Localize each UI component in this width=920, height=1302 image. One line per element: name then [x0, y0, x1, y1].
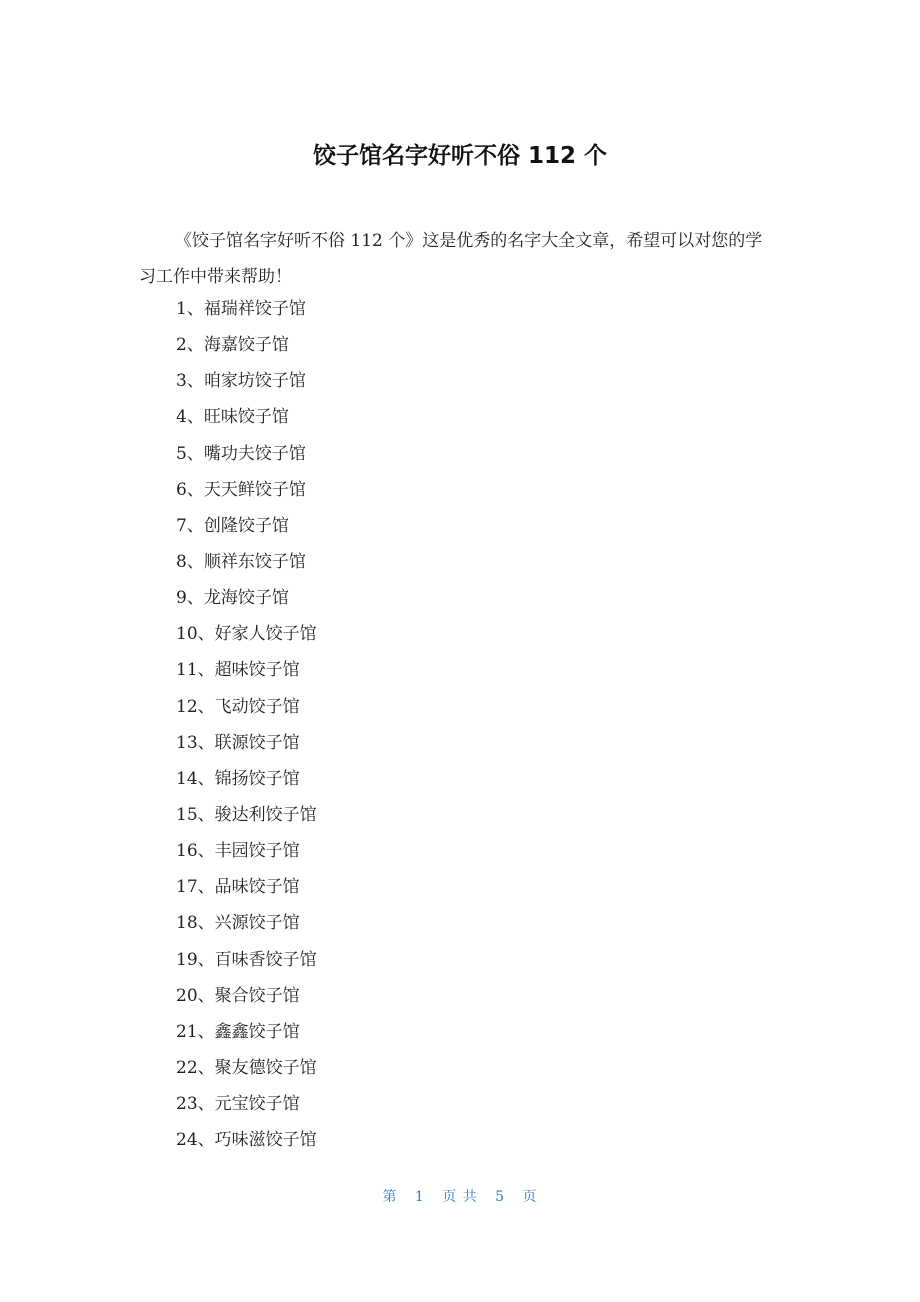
list-item: 8、顺祥东饺子馆: [176, 551, 306, 572]
list-item: 21、鑫鑫饺子馆: [176, 1021, 300, 1042]
list-item: 19、百味香饺子馆: [176, 949, 317, 970]
intro-paragraph: 《饺子馆名字好听不俗 112 个》这是优秀的名字大全文章，希望可以对您的学习工作中带来帮助！: [139, 231, 763, 287]
list-item: 1、福瑞祥饺子馆: [176, 299, 306, 319]
list-item: 3、咱家坊饺子馆: [176, 371, 306, 392]
list-item: 12、飞动饺子馆: [176, 696, 300, 717]
document-title: 饺子馆名字好听不俗 112 个: [312, 143, 608, 169]
list-item: 5、嘴功夫饺子馆: [176, 443, 306, 464]
list-item: 10、好家人饺子馆: [176, 624, 317, 645]
list-item: 17、品味饺子馆: [176, 877, 300, 898]
footer-current-page: 1: [414, 1189, 425, 1205]
list-item: 23、元宝饺子馆: [176, 1094, 300, 1115]
footer-prefix: 第: [382, 1189, 398, 1205]
list-item: 9、龙海饺子馆: [176, 588, 289, 609]
list-item: 22、聚友德饺子馆: [176, 1057, 317, 1078]
list-item: 24、巧味滋饺子馆: [176, 1130, 317, 1151]
list-item: 16、丰园饺子馆: [176, 841, 300, 862]
list-item: 13、联源饺子馆: [176, 732, 300, 753]
footer-total-pages: 5: [495, 1189, 506, 1205]
list-item: 14、锦扬饺子馆: [176, 768, 300, 789]
list-item: 2、海嘉饺子馆: [176, 335, 289, 356]
list-item: 11、超味饺子馆: [176, 660, 300, 681]
page-footer: [0, 1186, 920, 1208]
list-item: 20、聚合饺子馆: [176, 985, 300, 1006]
list-item: 6、天天鲜饺子馆: [176, 479, 306, 500]
list-item: 15、骏达利饺子馆: [176, 804, 317, 825]
list-item: 4、旺味饺子馆: [176, 407, 289, 428]
list-item: 18、兴源饺子馆: [176, 913, 300, 934]
list-item: 7、创隆饺子馆: [176, 515, 289, 536]
footer-suffix: 页: [522, 1189, 538, 1205]
name-list: [176, 291, 776, 1158]
footer-middle: 页 共: [442, 1189, 478, 1205]
